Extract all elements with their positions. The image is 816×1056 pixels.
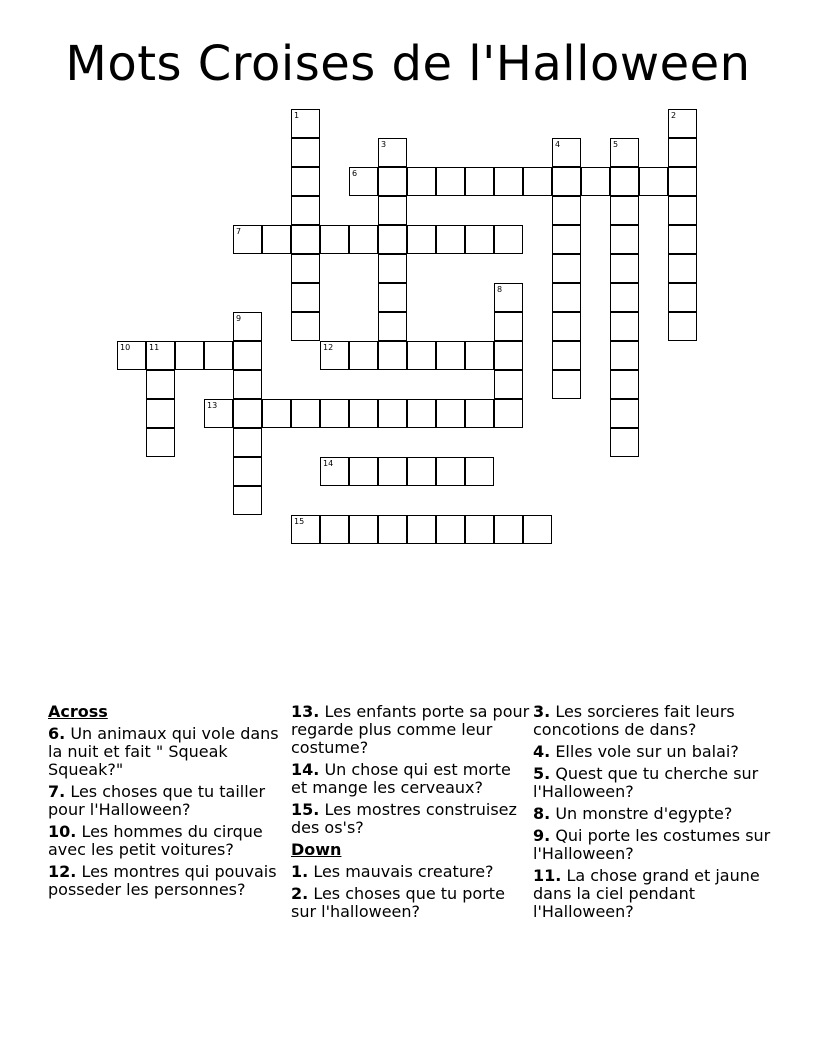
down-clue bbox=[533, 703, 773, 739]
clue-text: Les choses que tu porte sur l'halloween? bbox=[291, 884, 505, 921]
grid-cell[interactable] bbox=[436, 225, 465, 254]
grid-cell[interactable] bbox=[349, 399, 378, 428]
grid-cell[interactable] bbox=[349, 515, 378, 544]
grid-cell[interactable] bbox=[349, 341, 378, 370]
grid-cell[interactable] bbox=[494, 370, 523, 399]
clue-number: 9. bbox=[533, 826, 551, 845]
across-heading: Across bbox=[48, 702, 108, 721]
clue-number-label: 7 bbox=[236, 227, 242, 236]
grid-cell[interactable] bbox=[233, 341, 262, 370]
grid-cell[interactable] bbox=[349, 457, 378, 486]
grid-cell[interactable] bbox=[378, 254, 407, 283]
down-clue bbox=[533, 765, 773, 801]
grid-cell[interactable] bbox=[378, 196, 407, 225]
clue-number: 12. bbox=[48, 862, 77, 881]
grid-cell[interactable] bbox=[291, 515, 320, 544]
grid-cell[interactable] bbox=[436, 341, 465, 370]
grid-cell[interactable] bbox=[668, 138, 697, 167]
clue-text: Les montres qui pouvais posseder les personnes? bbox=[48, 862, 277, 899]
grid-cell[interactable] bbox=[494, 399, 523, 428]
grid-cell[interactable] bbox=[320, 515, 349, 544]
clue-text: Les mauvais creature? bbox=[313, 862, 494, 881]
grid-cell[interactable] bbox=[494, 167, 523, 196]
grid-cell[interactable] bbox=[639, 167, 668, 196]
grid-cell[interactable] bbox=[465, 515, 494, 544]
grid-cell[interactable] bbox=[233, 312, 262, 341]
clue-number-label: 1 bbox=[294, 111, 300, 120]
clue-number-label: 15 bbox=[294, 517, 305, 526]
grid-cell[interactable] bbox=[552, 283, 581, 312]
clue-number-label: 11 bbox=[149, 343, 160, 352]
down-clue bbox=[533, 827, 773, 863]
grid-cell[interactable] bbox=[610, 254, 639, 283]
grid-cell[interactable] bbox=[291, 254, 320, 283]
clue-number: 13. bbox=[291, 702, 320, 721]
grid-cell[interactable] bbox=[349, 167, 378, 196]
clue-number-label: 9 bbox=[236, 314, 242, 323]
grid-cell[interactable] bbox=[668, 109, 697, 138]
grid-cell[interactable] bbox=[552, 196, 581, 225]
grid-cell[interactable] bbox=[204, 399, 233, 428]
grid-cell[interactable] bbox=[668, 312, 697, 341]
grid-cell[interactable] bbox=[378, 138, 407, 167]
grid-cell[interactable] bbox=[407, 341, 436, 370]
clue-number-label: 2 bbox=[671, 111, 677, 120]
grid-cell[interactable] bbox=[668, 196, 697, 225]
grid-cell[interactable] bbox=[320, 399, 349, 428]
grid-cell[interactable] bbox=[465, 457, 494, 486]
grid-cell[interactable] bbox=[610, 283, 639, 312]
grid-cell[interactable] bbox=[233, 428, 262, 457]
clue-number-label: 12 bbox=[323, 343, 334, 352]
grid-cell[interactable] bbox=[552, 312, 581, 341]
grid-cell[interactable] bbox=[494, 341, 523, 370]
grid-cell[interactable] bbox=[494, 515, 523, 544]
clue-text: Elles vole sur un balai? bbox=[555, 742, 739, 761]
grid-cell[interactable] bbox=[610, 312, 639, 341]
down-clue bbox=[533, 805, 773, 823]
clue-number: 5. bbox=[533, 764, 551, 783]
clue-number: 2. bbox=[291, 884, 309, 903]
grid-cell[interactable] bbox=[436, 167, 465, 196]
grid-cell[interactable] bbox=[436, 515, 465, 544]
across-clue bbox=[291, 801, 531, 837]
clue-number-label: 10 bbox=[120, 343, 131, 352]
clue-text: Qui porte les costumes sur l'Halloween? bbox=[533, 826, 771, 863]
clue-number: 10. bbox=[48, 822, 77, 841]
grid-cell[interactable] bbox=[407, 167, 436, 196]
grid-cell[interactable] bbox=[378, 225, 407, 254]
clue-text: Un animaux qui vole dans la nuit et fait " Squeak Squeak?" bbox=[48, 724, 279, 779]
grid-cell[interactable] bbox=[233, 457, 262, 486]
clue-number: 1. bbox=[291, 862, 309, 881]
grid-cell[interactable] bbox=[610, 428, 639, 457]
clue-number: 4. bbox=[533, 742, 551, 761]
clue-text: Les sorcieres fait leurs concotions de dans? bbox=[533, 702, 735, 739]
grid-cell[interactable] bbox=[291, 138, 320, 167]
grid-cell[interactable] bbox=[436, 399, 465, 428]
down-heading: Down bbox=[291, 840, 342, 859]
clue-text: Les choses que tu tailler pour l'Halloween? bbox=[48, 782, 266, 819]
grid-cell[interactable] bbox=[146, 428, 175, 457]
clue-number-label: 6 bbox=[352, 169, 358, 178]
clue-number: 14. bbox=[291, 760, 320, 779]
grid-cell[interactable] bbox=[378, 341, 407, 370]
clue-text: Un monstre d'egypte? bbox=[555, 804, 733, 823]
grid-cell[interactable] bbox=[407, 515, 436, 544]
grid-cell[interactable] bbox=[465, 167, 494, 196]
clue-number: 3. bbox=[533, 702, 551, 721]
grid-cell[interactable] bbox=[581, 167, 610, 196]
grid-cell[interactable] bbox=[146, 399, 175, 428]
grid-cell[interactable] bbox=[465, 341, 494, 370]
grid-cell[interactable] bbox=[668, 283, 697, 312]
grid-cell[interactable] bbox=[378, 312, 407, 341]
grid-cell[interactable] bbox=[291, 399, 320, 428]
clue-text: Un chose qui est morte et mange les cerveaux? bbox=[291, 760, 511, 797]
across-clue bbox=[291, 761, 531, 797]
grid-cell[interactable] bbox=[291, 196, 320, 225]
grid-cell[interactable] bbox=[610, 399, 639, 428]
grid-cell[interactable] bbox=[233, 370, 262, 399]
grid-cell[interactable] bbox=[668, 225, 697, 254]
clue-number-label: 3 bbox=[381, 140, 387, 149]
clue-column-2 bbox=[291, 703, 531, 925]
across-clue bbox=[48, 823, 288, 859]
grid-cell[interactable] bbox=[494, 283, 523, 312]
grid-cell[interactable] bbox=[233, 399, 262, 428]
grid-cell[interactable] bbox=[552, 254, 581, 283]
across-clue bbox=[48, 725, 288, 779]
across-clue bbox=[48, 783, 288, 819]
grid-cell[interactable] bbox=[204, 341, 233, 370]
grid-cell[interactable] bbox=[523, 167, 552, 196]
grid-cell[interactable] bbox=[320, 225, 349, 254]
clue-number-label: 4 bbox=[555, 140, 561, 149]
grid-cell[interactable] bbox=[291, 225, 320, 254]
grid-cell[interactable] bbox=[378, 167, 407, 196]
grid-cell[interactable] bbox=[407, 225, 436, 254]
down-clue bbox=[533, 743, 773, 761]
clue-number: 15. bbox=[291, 800, 320, 819]
clue-column-1 bbox=[48, 703, 288, 903]
grid-cell[interactable] bbox=[494, 225, 523, 254]
clue-number: 7. bbox=[48, 782, 66, 801]
grid-cell[interactable] bbox=[552, 370, 581, 399]
grid-cell[interactable] bbox=[552, 167, 581, 196]
grid-cell[interactable] bbox=[610, 196, 639, 225]
grid-cell[interactable] bbox=[117, 341, 146, 370]
grid-cell[interactable] bbox=[494, 312, 523, 341]
grid-cell[interactable] bbox=[175, 341, 204, 370]
grid-cell[interactable] bbox=[262, 225, 291, 254]
clue-number-label: 14 bbox=[323, 459, 334, 468]
grid-cell[interactable] bbox=[610, 167, 639, 196]
grid-cell[interactable] bbox=[233, 486, 262, 515]
grid-cell[interactable] bbox=[378, 515, 407, 544]
grid-cell[interactable] bbox=[320, 341, 349, 370]
across-clue bbox=[48, 863, 288, 899]
grid-cell[interactable] bbox=[291, 167, 320, 196]
clue-number-label: 8 bbox=[497, 285, 503, 294]
grid-cell[interactable] bbox=[349, 225, 378, 254]
grid-cell[interactable] bbox=[552, 341, 581, 370]
grid-cell[interactable] bbox=[291, 109, 320, 138]
grid-cell[interactable] bbox=[291, 312, 320, 341]
grid-cell[interactable] bbox=[291, 283, 320, 312]
across-clue bbox=[291, 703, 531, 757]
grid-cell[interactable] bbox=[610, 225, 639, 254]
grid-cell[interactable] bbox=[262, 399, 291, 428]
clue-number: 6. bbox=[48, 724, 66, 743]
down-clue bbox=[291, 885, 531, 921]
grid-cell[interactable] bbox=[668, 254, 697, 283]
clue-text: Quest que tu cherche sur l'Halloween? bbox=[533, 764, 759, 801]
grid-cell[interactable] bbox=[407, 399, 436, 428]
grid-cell[interactable] bbox=[552, 225, 581, 254]
clue-number-label: 13 bbox=[207, 401, 218, 410]
grid-cell[interactable] bbox=[610, 138, 639, 167]
puzzle-title: Mots Croises de l'Halloween bbox=[65, 36, 751, 92]
grid-cell[interactable] bbox=[378, 457, 407, 486]
grid-cell[interactable] bbox=[320, 457, 349, 486]
grid-cell[interactable] bbox=[552, 138, 581, 167]
clue-text: La chose grand et jaune dans la ciel pendant l'Halloween? bbox=[533, 866, 760, 921]
clue-text: Les mostres construisez des os's? bbox=[291, 800, 517, 837]
down-clue bbox=[533, 867, 773, 921]
grid-cell[interactable] bbox=[610, 341, 639, 370]
grid-cell[interactable] bbox=[407, 457, 436, 486]
grid-cell[interactable] bbox=[146, 370, 175, 399]
clue-text: Les hommes du cirque avec les petit voitures? bbox=[48, 822, 263, 859]
grid-cell[interactable] bbox=[465, 399, 494, 428]
grid-cell[interactable] bbox=[523, 515, 552, 544]
grid-cell[interactable] bbox=[465, 225, 494, 254]
grid-cell[interactable] bbox=[378, 283, 407, 312]
grid-cell[interactable] bbox=[233, 225, 262, 254]
clue-number-label: 5 bbox=[613, 140, 619, 149]
clue-text: Les enfants porte sa pour regarde plus comme leur costume? bbox=[291, 702, 530, 757]
grid-cell[interactable] bbox=[436, 457, 465, 486]
grid-cell[interactable] bbox=[378, 399, 407, 428]
grid-cell[interactable] bbox=[146, 341, 175, 370]
clue-number: 8. bbox=[533, 804, 551, 823]
clue-column-3 bbox=[533, 703, 773, 925]
grid-cell[interactable] bbox=[668, 167, 697, 196]
clue-number: 11. bbox=[533, 866, 562, 885]
grid-cell[interactable] bbox=[610, 370, 639, 399]
down-clue bbox=[291, 863, 531, 881]
